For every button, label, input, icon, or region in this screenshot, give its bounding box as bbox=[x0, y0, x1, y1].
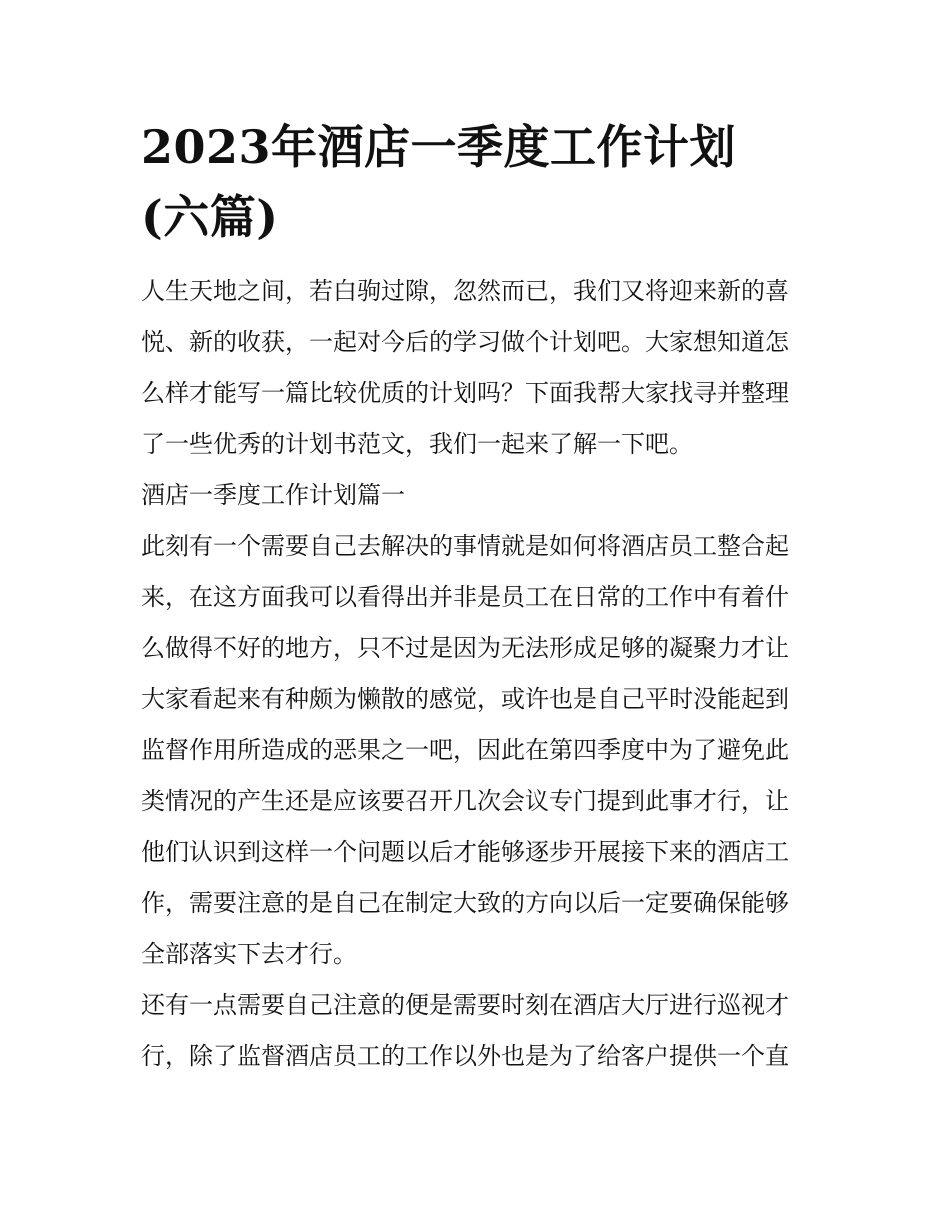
title-line: (六篇) bbox=[141, 190, 279, 244]
text-line: 大家看起来有种颇为懒散的感觉，或许也是自己平时没能起到 bbox=[141, 685, 789, 713]
document-title bbox=[141, 112, 813, 252]
text-line: 全部落实下去才行。 bbox=[141, 940, 357, 968]
text-line: 了一些优秀的计划书范文，我们一起来了解一下吧。 bbox=[141, 430, 693, 458]
text-line: 么样才能写一篇比较优质的计划吗？下面我帮大家找寻并整理 bbox=[141, 379, 789, 407]
text-line: 他们认识到这样一个问题以后才能够逐步开展接下来的酒店工 bbox=[141, 838, 789, 866]
text-line: 悦、新的收获，一起对今后的学习做个计划吧。大家想知道怎 bbox=[141, 328, 789, 356]
text-line: 人生天地之间，若白驹过隙，忽然而已，我们又将迎来新的喜 bbox=[141, 277, 789, 305]
text-line: 类情况的产生还是应该要召开几次会议专门提到此事才行，让 bbox=[141, 787, 789, 815]
title-line: 2023年酒店一季度工作计划 bbox=[141, 120, 737, 174]
text-line: 还有一点需要自己注意的便是需要时刻在酒店大厅进行巡视才 bbox=[141, 991, 789, 1019]
text-line: 来，在这方面我可以看得出并非是员工在日常的工作中有着什 bbox=[141, 583, 789, 611]
text-line: 监督作用所造成的恶果之一吧，因此在第四季度中为了避免此 bbox=[141, 736, 789, 764]
document-page bbox=[141, 112, 813, 1082]
text-line: 么做得不好的地方，只不过是因为无法形成足够的凝聚力才让 bbox=[141, 634, 789, 662]
text-line: 行，除了监督酒店员工的工作以外也是为了给客户提供一个直 bbox=[141, 1042, 789, 1070]
body-paragraph-1 bbox=[141, 521, 813, 980]
intro-paragraph bbox=[141, 266, 813, 470]
text-line: 此刻有一个需要自己去解决的事情就是如何将酒店员工整合起 bbox=[141, 532, 789, 560]
text-line: 作，需要注意的是自己在制定大致的方向以后一定要确保能够 bbox=[141, 889, 789, 917]
body-paragraph-2 bbox=[141, 980, 813, 1082]
section-heading: 酒店一季度工作计划篇一 bbox=[141, 481, 405, 509]
